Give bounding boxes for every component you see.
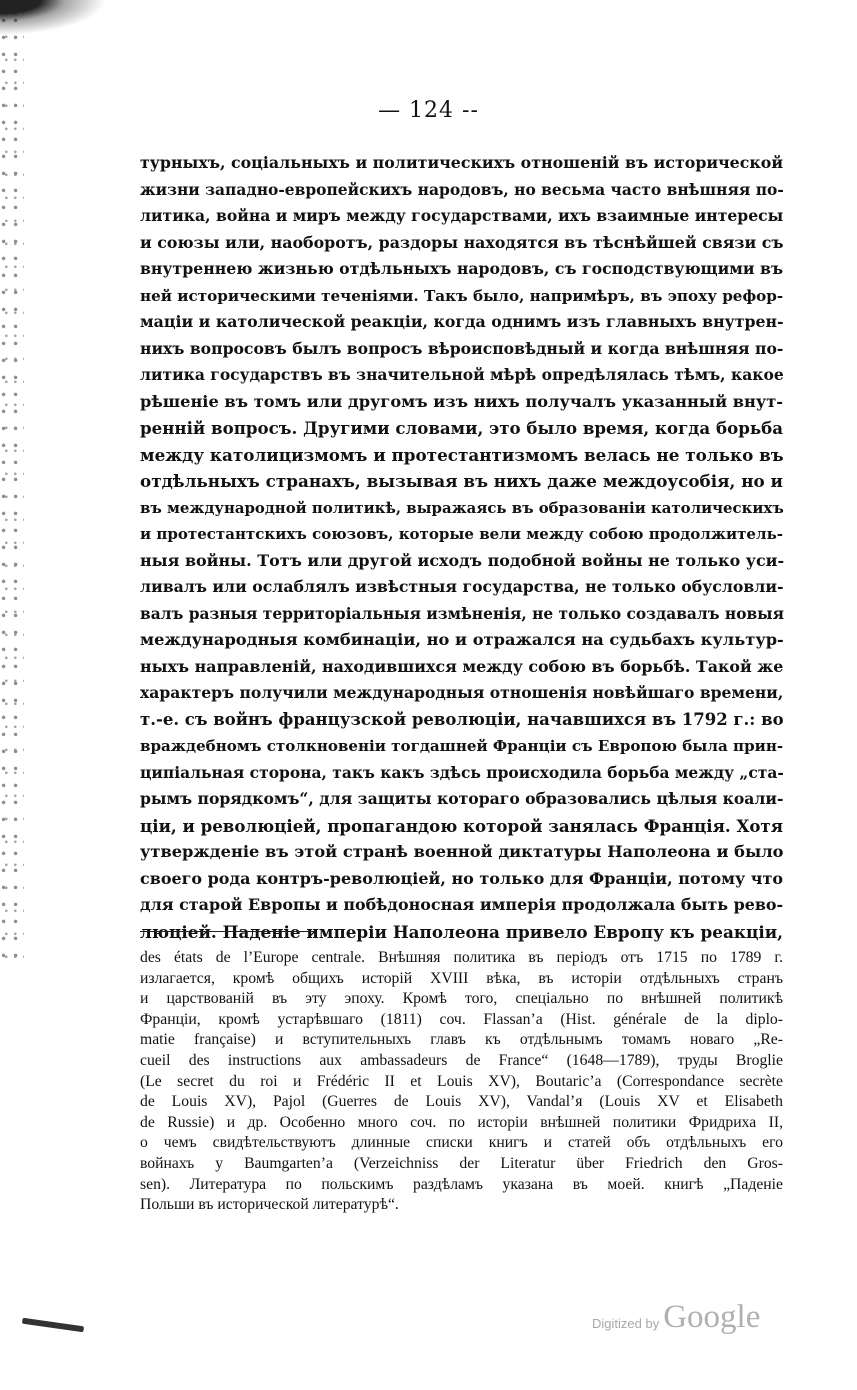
body-line: отдѣльныхъ странахъ, вызывая въ нихъ даже междоусобія, но и [140,471,783,491]
body-line: ціи, и революціей, пропагандою которой занялась Франція. Хотя [140,815,783,836]
footnote-line: Польши въ исторической литературѣ“. [140,1196,399,1214]
footnote-line: matie française) и вступительныхъ главъ къ отдѣльнымъ томамъ новаго „Re- [140,1031,783,1049]
digitized-watermark [592,1296,760,1336]
body-line: валъ разныя территоріальныя измѣненія, не только создавалъ новыя [140,604,785,623]
body-line: ренній вопросъ. Другими словами, это было время, когда борьба [140,418,783,438]
body-line: враждебномъ столкновеніи тогдашней Франціи съ Европою была прин- [140,737,784,755]
body-line: турныхъ, соціальныхъ и политическихъ отношеній въ исторической [140,153,784,172]
body-line: своего рода контръ-революціей, но только для Франціи, потому что [140,868,783,888]
body-line: ливалъ или ослаблялъ извѣстныя государства, не только обусловли- [140,577,784,596]
google-logo: Google [663,1299,761,1335]
body-line: въ международной политикѣ, выражаясь въ образованіи католическихъ [140,498,784,517]
page-number: — 124 -- [378,98,479,123]
body-line: нихъ вопросовъ былъ вопросъ вѣроисповѣдный и когда внѣшняя по- [140,338,784,358]
body-line: ныя войны. Тотъ или другой исходъ подобной войны не только уси- [140,550,785,570]
body-line: маціи и католической реакціи, когда однимъ изъ главныхъ внутрен- [140,312,784,331]
body-line: рымъ порядкомъ“, для защиты котораго образовались цѣлыя коали- [140,789,784,808]
footnote-line: излагается, кромѣ общихъ исторій XVIII вѣка, въ исторіи отдѣльныхъ странъ [140,969,783,987]
footnote-line: (Le secret du roi и Frédéric II et Louis XV), Boutaric’a (Correspondance secrète [140,1072,783,1090]
scan-corner-smudge [0,0,120,40]
body-line: жизни западно-европейскихъ народовъ, но весьма часто внѣшняя по- [140,179,784,199]
footnote-line: cueil des instructions aux ambassadeurs de France“ (1648—1789), труды Broglie [140,1051,783,1069]
watermark-text: Digitized by [592,1316,660,1331]
body-line: литика, война и миръ между государствами, ихъ взаимные интересы [140,206,784,225]
body-line: литика государствъ въ значительной мѣрѣ опредѣлялась тѣмъ, какое [140,365,784,384]
scan-edge-noise [0,0,24,960]
footnote-line: войнахъ у Baumgarten’a (Verzeichniss der Literatur über Friedrich den Gros- [140,1154,783,1172]
footnote-line: sen). Литература по польскимъ раздѣламъ указана въ моей. книгѣ „Паденіе [140,1175,783,1193]
footnote-line: de Russie) и др. Особенно много соч. по исторіи внѣшней политики Фридриха II, [140,1113,783,1131]
scan-artifact [22,1318,84,1333]
body-line: характеръ получили международныя отношенія новѣйшаго времени, [140,683,784,702]
body-text [140,150,783,945]
body-line: международныя комбинаціи, но и отражался на судьбахъ культур- [140,630,784,649]
body-line: и протестантскихъ союзовъ, которые вели между собою продолжитель- [140,525,783,543]
footnote-line: Франціи, кромѣ устарѣвшаго (1811) соч. Flassan’a (Hist. générale de la diplo- [140,1010,783,1028]
body-line: рѣшеніе въ томъ или другомъ изъ нихъ получалъ указанный внут- [140,391,783,411]
footnote [140,948,783,1216]
body-line: между католицизмомъ и протестантизмомъ велась не только въ [140,444,784,465]
body-line: внутреннею жизнью отдѣльныхъ народовъ, съ господствующими въ [140,259,783,278]
body-line: и союзы или, наоборотъ, раздоры находятся въ тѣснѣйшей связи съ [140,232,784,252]
footnote-line: de Louis XV), Pajol (Guerres de Louis XV), Vandal’я (Louis XV et Elisabeth [140,1093,783,1111]
body-line: ныхъ направленій, находившихся между собою въ борьбѣ. Такой же [140,656,784,676]
footnote-line: о чемъ свидѣтельствуютъ длинные списки книгъ и статей объ отдѣльныхъ его [140,1134,783,1152]
footnote-divider [140,931,315,932]
body-line: ней историческими теченіями. Такъ было, напримѣръ, въ эпоху рефор- [140,286,784,305]
body-line: т.-е. съ войнъ французской революціи, начавшихся въ 1792 г.: во [140,709,784,729]
body-line: для старой Европы и побѣдоносная имперія продолжала быть рево- [140,895,784,914]
body-line: утвержденіе въ этой странѣ военной диктатуры Наполеона и было [140,842,784,861]
body-line: ципіальная сторона, такъ какъ здѣсь происходила борьба между „ста- [140,762,784,782]
footnote-line: и царствованій въ эту эпоху. Кромѣ того, спеціально по внѣшней политикѣ [140,990,783,1008]
body-line: люціей. Паденіе имперіи Наполеона привело Европу къ реакціи, [140,921,783,942]
footnote-line: des états de l’Europe centrale. Внѣшняя политика въ періодъ отъ 1715 по 1789 г. [140,949,783,966]
